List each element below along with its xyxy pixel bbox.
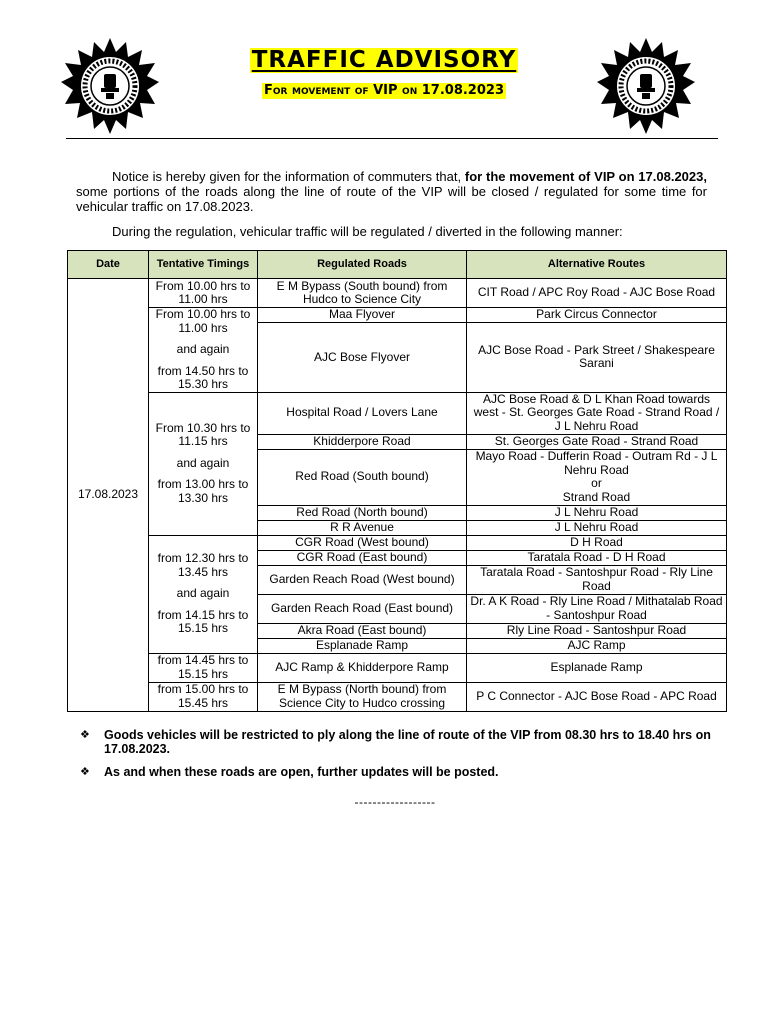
- regulated-road-cell: Khidderpore Road: [258, 434, 467, 449]
- regulated-road-cell: CGR Road (West bound): [258, 535, 467, 550]
- alternative-route-cell: Esplanade Ramp: [467, 653, 727, 682]
- regulated-road-cell: AJC Ramp & Khidderpore Ramp: [258, 653, 467, 682]
- table-row: [68, 535, 727, 550]
- regulation-paragraph: [76, 224, 707, 239]
- table-row: [68, 653, 727, 682]
- regulated-road-cell: E M Bypass (North bound) from Science City to Hudco crossing: [258, 682, 467, 711]
- alternative-route-cell: P C Connector - AJC Bose Road - APC Road: [467, 682, 727, 711]
- col-header-alternative-routes: Alternative Routes: [467, 251, 727, 279]
- alternative-route-cell: Dr. A K Road - Rly Line Road / Mithatalab Road - Santoshpur Road: [467, 594, 727, 623]
- notice-paragraph: [76, 169, 707, 214]
- subtitle-container: [0, 81, 768, 99]
- alternative-route-cell: Taratala Road - Santoshpur Road - Rly Line Road: [467, 565, 727, 594]
- regulated-road-cell: E M Bypass (South bound) from Hudco to Science City: [258, 279, 467, 308]
- alternative-route-cell: AJC Bose Road & D L Khan Road towards west - St. Georges Gate Road - Strand Road / J L Nehru Road: [467, 392, 727, 434]
- alternative-route-cell: Taratala Road - D H Road: [467, 550, 727, 565]
- bullet-text: As and when these roads are open, further updates will be posted.: [104, 765, 499, 779]
- col-header-date: Date: [68, 251, 149, 279]
- table-row: [68, 392, 727, 434]
- list-item: [80, 728, 720, 756]
- diamond-bullet-icon: ❖: [80, 729, 90, 741]
- timing-cell: from 15.00 hrs to 15.45 hrs: [149, 682, 258, 711]
- alternative-route-cell: St. Georges Gate Road - Strand Road: [467, 434, 727, 449]
- regulated-road-cell: Hospital Road / Lovers Lane: [258, 392, 467, 434]
- diamond-bullet-icon: ❖: [80, 766, 90, 778]
- title-container: [0, 48, 768, 73]
- alternative-route-cell: AJC Ramp: [467, 638, 727, 653]
- notice-text-pre: Notice is hereby given for the information of commuters that,: [112, 169, 465, 184]
- regulated-road-cell: CGR Road (East bound): [258, 550, 467, 565]
- regulated-road-cell: Garden Reach Road (East bound): [258, 594, 467, 623]
- timing-line: from 14.50 hrs to 15.30 hrs: [157, 363, 249, 391]
- alt-route-line: Mayo Road - Dufferin Road - Outram Rd - J L Nehru Road: [475, 449, 718, 477]
- end-of-document-dashes: ------------------: [354, 795, 436, 809]
- col-header-timings: Tentative Timings: [149, 251, 258, 279]
- page-subtitle: For movement of VIP on 17.08.2023: [264, 83, 504, 98]
- regulated-road-cell: Esplanade Ramp: [258, 638, 467, 653]
- regulated-road-cell: Red Road (South bound): [258, 449, 467, 505]
- page-title: TRAFFIC ADVISORY: [251, 47, 517, 73]
- regulated-road-cell: Maa Flyover: [258, 308, 467, 323]
- timing-and-again: and again: [176, 342, 230, 356]
- alternative-route-cell: [467, 449, 727, 505]
- timing-cell: [149, 392, 258, 535]
- table-row: [68, 682, 727, 711]
- advisory-notes: [80, 728, 720, 788]
- alternative-route-cell: J L Nehru Road: [467, 505, 727, 520]
- alternative-route-cell: D H Road: [467, 535, 727, 550]
- traffic-regulation-table: [67, 250, 727, 712]
- list-item: [80, 765, 720, 779]
- regulated-road-cell: Akra Road (East bound): [258, 623, 467, 638]
- alternative-route-cell: Park Circus Connector: [467, 308, 727, 323]
- alternative-route-cell: AJC Bose Road - Park Street / Shakespeare Sarani: [467, 323, 727, 392]
- timing-line: from 13.00 hrs to 13.30 hrs: [157, 477, 249, 505]
- alternative-route-cell: J L Nehru Road: [467, 520, 727, 535]
- timing-and-again: and again: [176, 455, 230, 470]
- table-row: [68, 279, 727, 308]
- regulated-road-cell: Red Road (North bound): [258, 505, 467, 520]
- timing-and-again: and again: [176, 586, 230, 601]
- alternative-route-cell: CIT Road / APC Roy Road - AJC Bose Road: [467, 279, 727, 308]
- header-divider: [66, 138, 718, 139]
- timing-line: from 12.30 hrs to 13.45 hrs: [157, 551, 249, 579]
- regulation-text: During the regulation, vehicular traffic will be regulated / diverted in the following manner:: [112, 224, 623, 239]
- bullet-text: Goods vehicles will be restricted to ply along the line of route of the VIP from 08.30 hrs to 18.40 hrs on 17.08.2023.: [104, 728, 711, 756]
- timing-line: From 10.00 hrs to 11.00 hrs: [155, 307, 251, 335]
- regulated-road-cell: Garden Reach Road (West bound): [258, 565, 467, 594]
- regulated-road-cell: R R Avenue: [258, 520, 467, 535]
- timing-cell: from 14.45 hrs to 15.15 hrs: [149, 653, 258, 682]
- table-row: [68, 308, 727, 323]
- alternative-route-cell: Rly Line Road - Santoshpur Road: [467, 623, 727, 638]
- alt-route-or: or: [591, 476, 602, 490]
- timing-line: From 10.30 hrs to 11.15 hrs: [155, 420, 251, 449]
- timing-cell: [149, 308, 258, 393]
- table-header-row: [68, 251, 727, 279]
- regulated-road-cell: AJC Bose Flyover: [258, 323, 467, 392]
- alt-route-line: Strand Road: [562, 489, 631, 504]
- notice-text-post: some portions of the roads along the line of route of the VIP will be closed / regulated for some time for vehicular traffic on 17.08.2023.: [76, 184, 707, 214]
- timing-line: from 14.15 hrs to 15.15 hrs: [157, 607, 249, 636]
- timing-cell: [149, 535, 258, 653]
- date-cell: 17.08.2023: [68, 279, 149, 712]
- timing-cell: From 10.00 hrs to 11.00 hrs: [149, 279, 258, 308]
- notice-text-bold: for the movement of VIP on 17.08.2023,: [464, 169, 707, 184]
- col-header-regulated-roads: Regulated Roads: [258, 251, 467, 279]
